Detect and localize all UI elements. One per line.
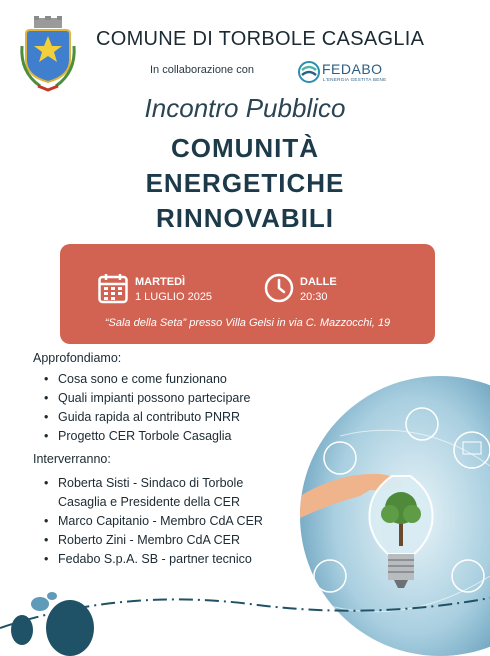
event-subtitle: Incontro Pubblico — [144, 93, 346, 123]
speaker-continuation: Casaglia e Presidente della CER — [58, 495, 241, 509]
list-item: • Quali impianti possono partecipare — [44, 389, 250, 408]
event-title-line-1: COMUNITÀ — [170, 133, 320, 163]
event-day: MARTEDÌ — [135, 276, 186, 288]
bottom-wave-decoration — [0, 568, 490, 656]
event-title — [0, 131, 490, 236]
event-date: 1 LUGLIO 2025 — [135, 291, 213, 303]
comune-title: COMUNE DI TORBOLE CASAGLIA — [96, 28, 425, 50]
event-venue: “Sala della Seta” presso Villa Gelsi in via C. Mazzocchi, 19 — [104, 317, 391, 329]
list-item: • Progetto CER Torbole Casaglia — [44, 427, 250, 446]
list-item: • Cosa sono e come funzionano — [44, 370, 250, 389]
calendar-icon — [98, 273, 128, 304]
comune-crest-icon — [18, 16, 78, 92]
list-item: • Fedabo S.p.A. SB - partner tecnico — [44, 550, 263, 569]
event-info-box — [60, 244, 435, 344]
partner-tagline: L'ENERGIA GESTITA BENE — [323, 77, 387, 82]
time-label: DALLE — [300, 276, 337, 288]
topics-heading: Approfondiamo: — [33, 351, 122, 365]
event-time: 20:30 — [300, 291, 328, 303]
list-item: • Roberta Sisti - Sindaco di Torbole — [44, 474, 263, 493]
list-item: • Guida rapida al contributo PNRR — [44, 408, 250, 427]
speakers-list — [44, 474, 263, 569]
partner-name: FEDABO — [322, 61, 383, 77]
clock-icon — [264, 273, 294, 303]
list-item: • Roberto Zini - Membro CdA CER — [44, 531, 263, 550]
list-item-continuation — [44, 493, 263, 512]
list-item: • Marco Capitanio - Membro CdA CER — [44, 512, 263, 531]
collaboration-label: In collaborazione con — [150, 64, 254, 76]
event-title-line-2: ENERGETICHE — [145, 168, 345, 198]
event-title-line-3: RINNOVABILI — [155, 203, 335, 233]
topics-list — [44, 370, 250, 446]
speakers-heading: Interverranno: — [33, 452, 111, 466]
